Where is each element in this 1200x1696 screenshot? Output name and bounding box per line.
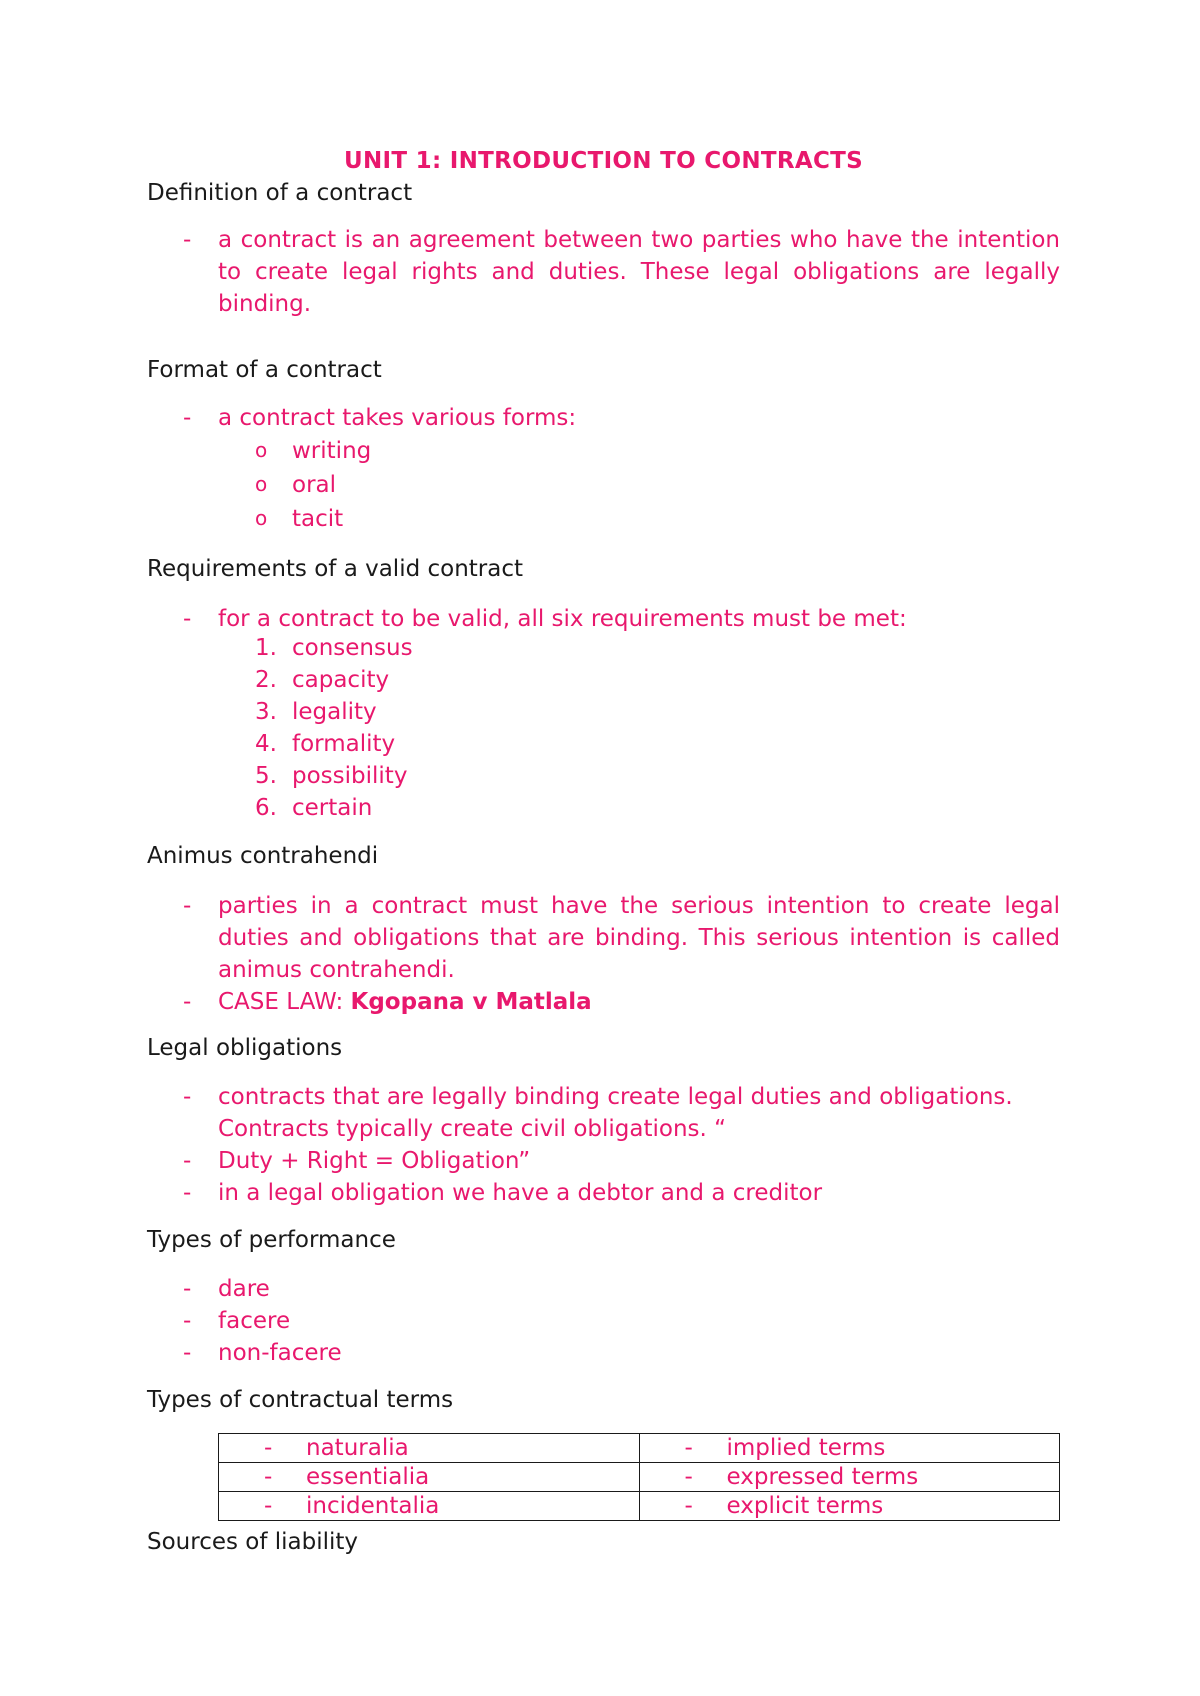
dash-marker: - [183, 405, 192, 431]
heading-definition: Definition of a contract [147, 180, 413, 206]
page-title: UNIT 1: INTRODUCTION TO CONTRACTS [343, 148, 863, 174]
list-item [147, 1081, 1060, 1145]
list-item [147, 1177, 1060, 1209]
heading-liability: Sources of liability [147, 1529, 359, 1555]
definition-text: a contract is an agreement between two parties who have the intention to create legal rights and duties. These legal obligations are legally binding. [218, 227, 1060, 317]
table-cell: - implied terms [639, 1434, 1060, 1463]
obligations-text: Duty + Right = Obligation” [218, 1148, 531, 1174]
dash-marker: - [183, 989, 192, 1015]
terms-table [218, 1433, 1060, 1521]
heading-animus: Animus contrahendi [147, 843, 379, 869]
dash-marker: - [183, 227, 192, 253]
dash-marker: - [183, 893, 192, 919]
list-item [147, 890, 1060, 986]
dash-marker: - [183, 1148, 192, 1174]
dash-marker: - [183, 1084, 192, 1110]
table-cell: - explicit terms [639, 1492, 1060, 1521]
heading-performance: Types of performance [147, 1227, 396, 1253]
dash-marker: - [183, 1308, 192, 1334]
dash-marker: - [183, 1340, 192, 1366]
heading-format: Format of a contract [147, 357, 382, 383]
list-item: - non-facere [147, 1337, 1060, 1369]
dash-marker: - [183, 606, 192, 632]
animus-text: parties in a contract must have the serious intention to create legal duties and obligations that are binding. This serious intention is called animus contrahendi. [218, 893, 1060, 983]
dash-marker: - [183, 1180, 192, 1206]
table-row [219, 1434, 1060, 1463]
list-item [147, 402, 1060, 434]
table-row [219, 1492, 1060, 1521]
list-item: - dare [147, 1273, 1060, 1305]
table-cell: - essentialia [219, 1463, 640, 1492]
case-law-label: CASE LAW: [218, 989, 351, 1015]
circle-bullet: o [255, 506, 268, 530]
table-row [219, 1463, 1060, 1492]
case-name: Kgopana v Matlala [350, 989, 592, 1015]
heading-terms: Types of contractual terms [147, 1387, 454, 1413]
heading-requirements: Requirements of a valid contract [147, 556, 524, 582]
heading-legal-obligations: Legal obligations [147, 1035, 343, 1061]
list-item [147, 224, 1060, 320]
circle-bullet: o [255, 472, 268, 496]
list-item [147, 986, 1060, 1018]
table-cell: - naturalia [219, 1434, 640, 1463]
table-cell: - incidentalia [219, 1492, 640, 1521]
dash-marker: - [183, 1276, 192, 1302]
format-text: a contract takes various forms: [218, 405, 577, 431]
requirements-text: for a contract to be valid, all six requirements must be met: [218, 606, 907, 632]
list-item [147, 1145, 1060, 1177]
table-cell: - expressed terms [639, 1463, 1060, 1492]
obligations-text: contracts that are legally binding create legal duties and obligations. Contracts typically create civil obligations. “ [218, 1084, 1013, 1142]
list-item [147, 603, 1060, 635]
obligations-text: in a legal obligation we have a debtor and a creditor [218, 1180, 823, 1206]
list-item: - facere [147, 1305, 1060, 1337]
circle-bullet: o [255, 438, 268, 462]
